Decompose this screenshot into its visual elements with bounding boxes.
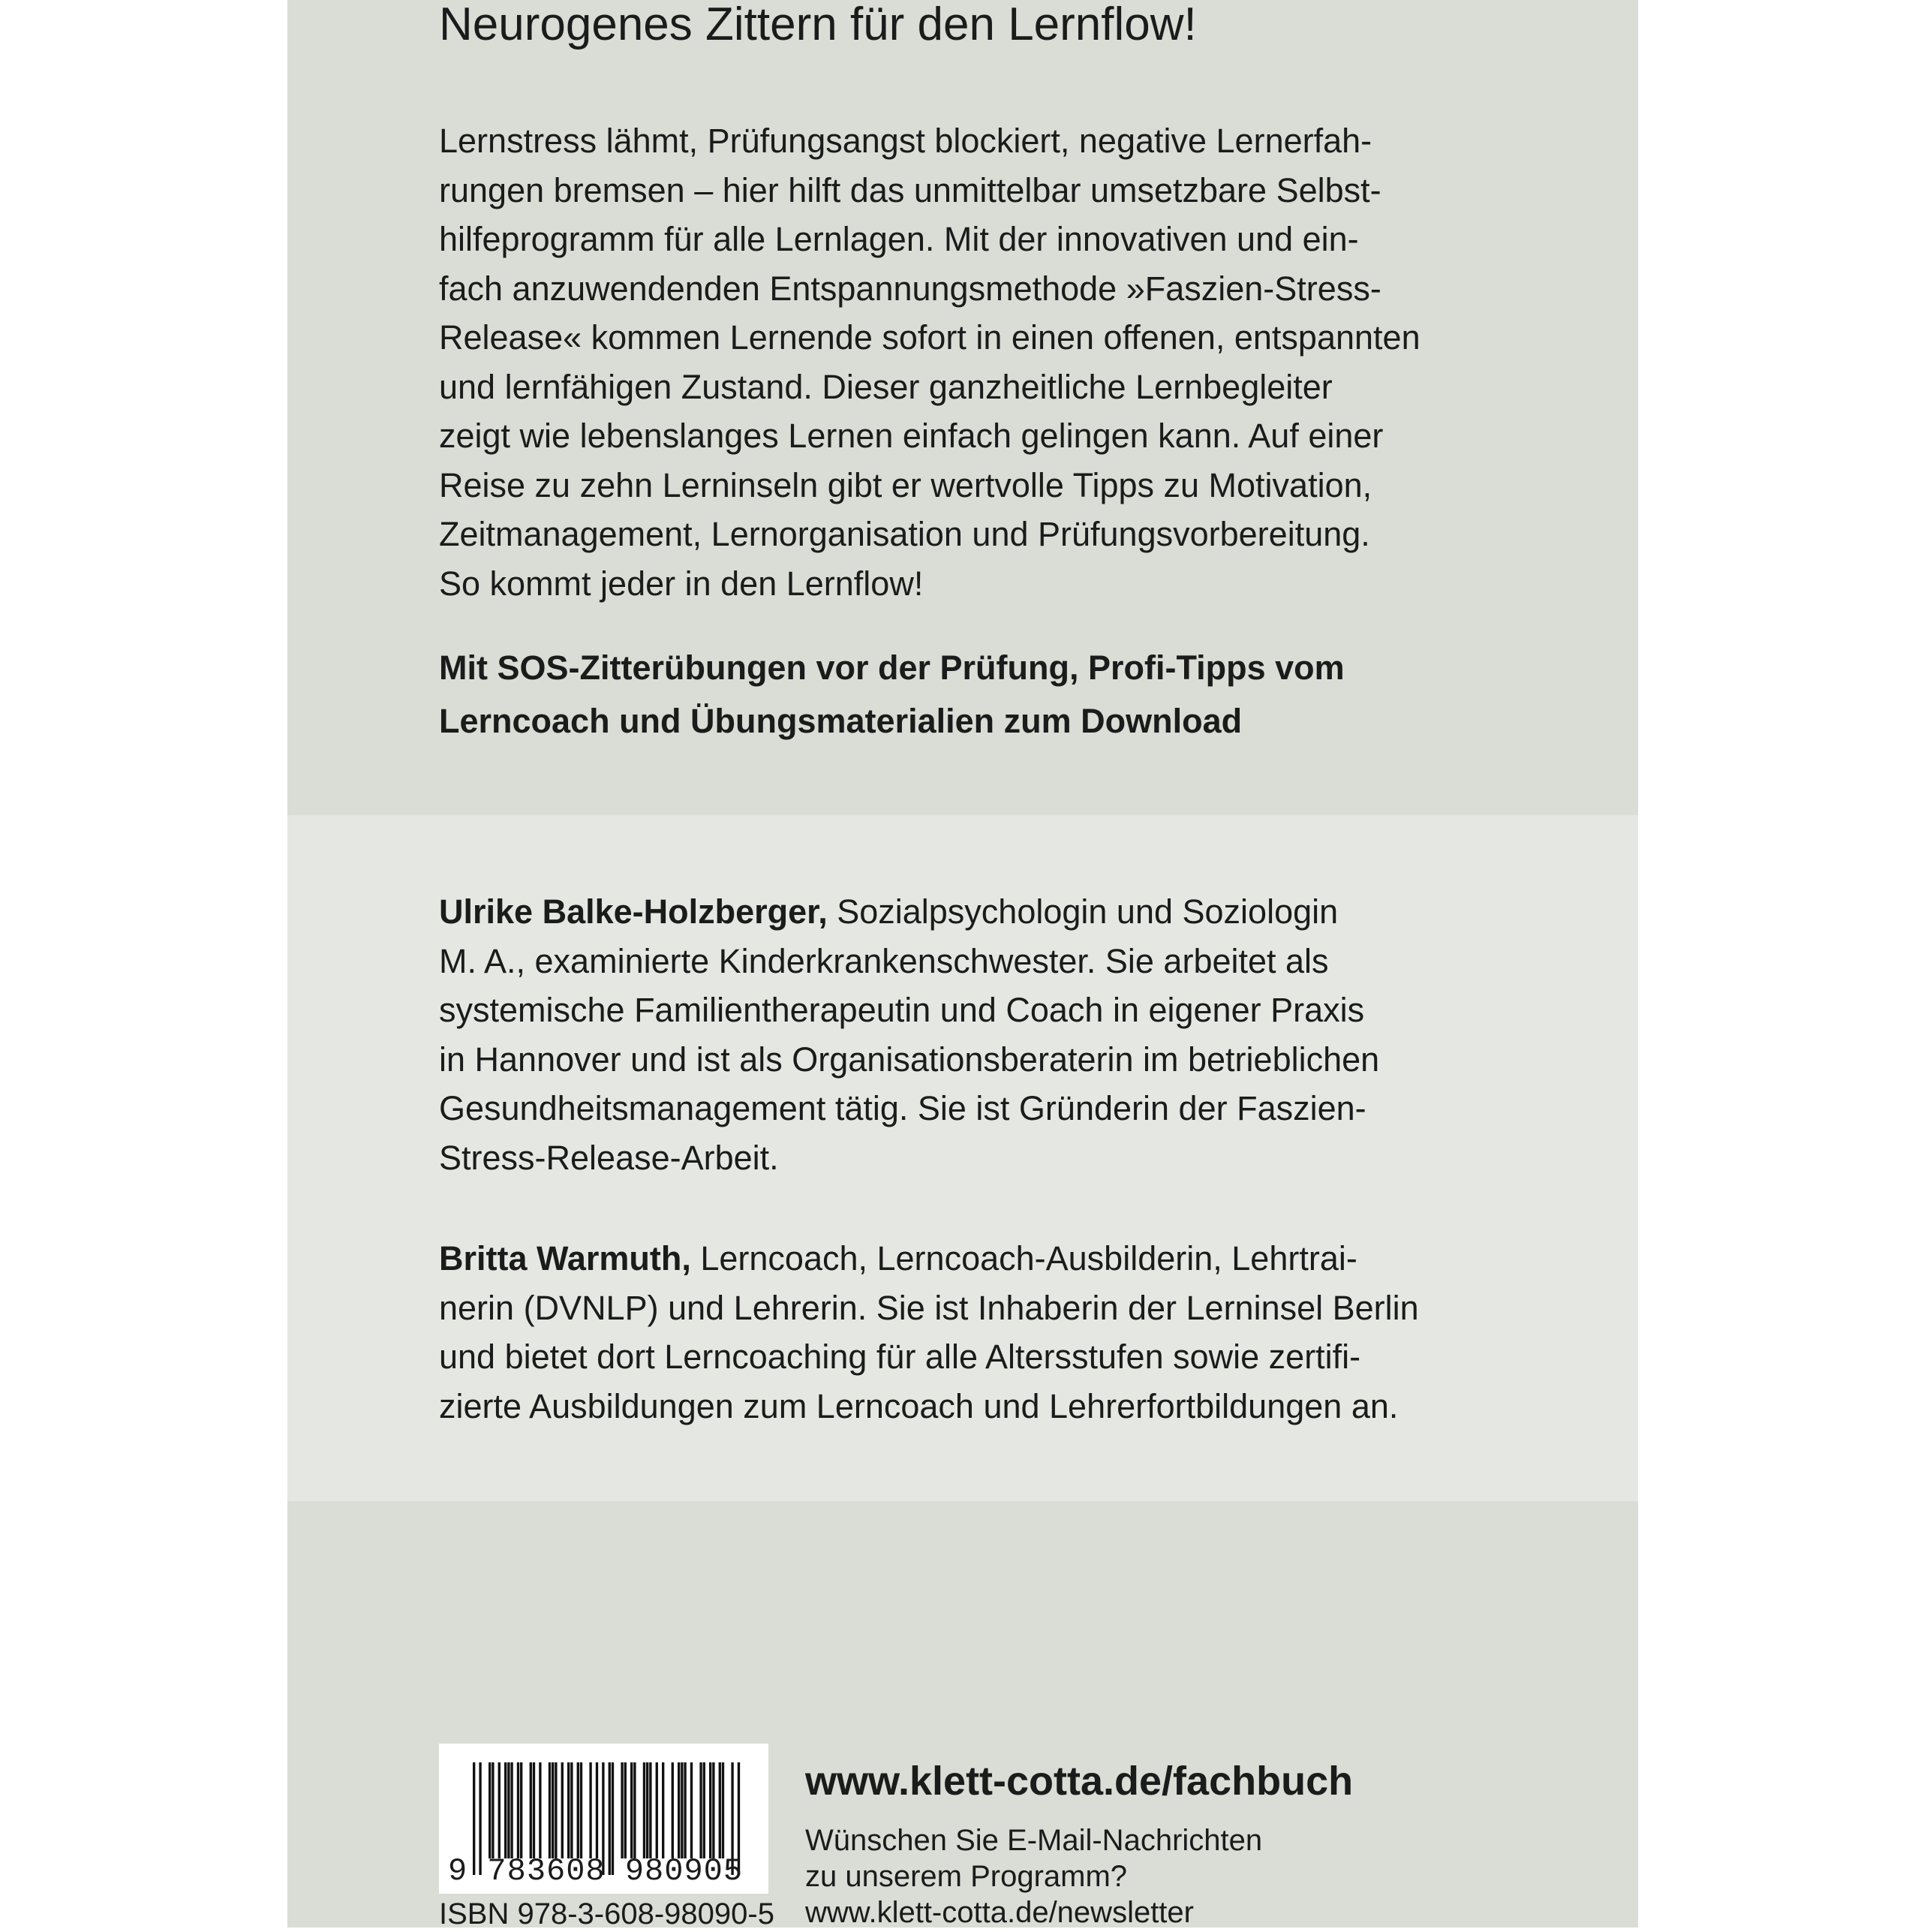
author-bio-2 <box>439 1234 1419 1431</box>
newsletter-info <box>805 1822 1262 1930</box>
barcode-bar <box>624 1762 627 1858</box>
barcode-bar <box>570 1762 573 1858</box>
barcode-bar <box>549 1762 551 1858</box>
description-line: So kommt jeder in den Lernflow! <box>439 564 924 603</box>
barcode-bar <box>539 1762 541 1858</box>
author-bio-line: in Hannover und ist als Organisationsberaterin im betrieblichen <box>439 1040 1380 1079</box>
author-bio-text: Lerncoach, Lerncoach-Ausbilderin, Lehrtrai- <box>690 1239 1357 1277</box>
newsletter-line: Wünschen Sie E-Mail-Nachrichten <box>805 1824 1263 1857</box>
author-bio-line: nerin (DVNLP) und Lehrerin. Sie ist Inhaberin der Lerninsel Berlin <box>439 1288 1419 1327</box>
barcode-bar <box>561 1762 564 1858</box>
barcode-bar <box>712 1762 714 1858</box>
barcode-bar <box>656 1762 658 1858</box>
description <box>439 116 1420 608</box>
highlight-line: Lerncoach und Übungsmaterialien zum Download <box>439 702 1243 740</box>
barcode-bar <box>589 1762 591 1858</box>
barcode-bar <box>646 1762 648 1858</box>
barcode-bar <box>662 1762 664 1858</box>
description-line: und lernfähigen Zustand. Dieser ganzheitliche Lernbegleiter <box>439 367 1333 406</box>
barcode-bar <box>507 1762 510 1858</box>
author-name: Ulrike Balke-Holzberger, <box>439 892 828 931</box>
barcode-bar <box>510 1762 513 1858</box>
barcode-bar <box>517 1762 519 1858</box>
barcode-bar <box>633 1762 636 1858</box>
author-bio-line: zierte Ausbildungen zum Lerncoach und Lehrerfortbildungen an. <box>439 1386 1399 1425</box>
barcode <box>439 1744 768 1894</box>
barcode-bar <box>489 1762 491 1858</box>
book-title: Neurogenes Zittern für den Lernflow! <box>439 0 1197 50</box>
barcode-bar <box>567 1762 570 1858</box>
author-bio-line: systemische Familientherapeutin und Coach in eigener Praxis <box>439 991 1365 1029</box>
barcode-bar <box>552 1762 554 1858</box>
barcode-bar <box>681 1762 683 1858</box>
author-bio-line: Gesundheitsmanagement tätig. Sie ist Gründerin der Faszien- <box>439 1089 1366 1127</box>
barcode-bar <box>703 1762 705 1858</box>
barcode-bar <box>709 1762 711 1858</box>
description-line: Zeitmanagement, Lernorganisation und Prüfungsvorbereitung. <box>439 515 1370 553</box>
highlight-text <box>439 641 1345 748</box>
highlight-line: Mit SOS-Zitterübungen vor der Prüfung, Profi-Tipps vom <box>439 649 1345 687</box>
barcode-bar <box>678 1762 680 1858</box>
barcode-bar <box>699 1762 702 1858</box>
barcode-bar <box>643 1762 645 1858</box>
description-line: Lernstress lähmt, Prüfungsangst blockiert, negative Lernerfah- <box>439 122 1372 160</box>
barcode-bar <box>684 1762 686 1858</box>
barcode-bar <box>690 1762 693 1858</box>
barcode-bar <box>577 1762 579 1858</box>
barcode-bar <box>621 1762 623 1858</box>
author-name: Britta Warmuth, <box>439 1239 691 1277</box>
publisher-url[interactable]: www.klett-cotta.de/fachbuch <box>805 1759 1354 1804</box>
author-bio-line: und bietet dort Lerncoaching für alle Altersstufen sowie zertifi- <box>439 1338 1361 1376</box>
isbn: ISBN 978-3-608-98090-5 <box>439 1897 774 1930</box>
description-line: zeigt wie lebenslanges Lernen einfach gelingen kann. Auf einer <box>439 417 1384 455</box>
barcode-bar <box>530 1762 532 1858</box>
barcode-bar <box>649 1762 651 1858</box>
description-line: rungen bremsen – hier hilft das unmittelbar umsetzbare Selbst- <box>439 170 1381 209</box>
author-bio-line: Stress-Release-Arbeit. <box>439 1138 779 1177</box>
newsletter-line: zu unserem Programm? <box>805 1860 1128 1893</box>
newsletter-link[interactable]: www.klett-cotta.de/newsletter <box>805 1896 1194 1929</box>
barcode-bar <box>722 1762 724 1858</box>
barcode-bar <box>498 1762 501 1858</box>
author-bio-1 <box>439 887 1379 1182</box>
author-bio-line: M. A., examinierte Kinderkrankenschwester. Sie arbeitet als <box>439 941 1329 980</box>
author-bio-text: Sozialpsychologin und Soziologin <box>827 892 1339 931</box>
barcode-bar <box>630 1762 633 1858</box>
description-line: fach anzuwendenden Entspannungsmethode »Faszien-Stress- <box>439 269 1381 308</box>
barcode-bar <box>533 1762 535 1858</box>
barcode-bar <box>719 1762 721 1858</box>
barcode-bar <box>596 1762 598 1858</box>
barcode-bar <box>555 1762 557 1858</box>
barcode-bar <box>520 1762 522 1858</box>
barcode-bar <box>672 1762 674 1858</box>
description-line: hilfeprogramm für alle Lernlagen. Mit der innovativen und ein- <box>439 220 1359 258</box>
barcode-bar <box>580 1762 582 1858</box>
barcode-number: 9 783608 980905 <box>448 1853 744 1889</box>
barcode-bar <box>492 1762 494 1858</box>
description-line: Release« kommen Lernende sofort in einen offenen, entspannten <box>439 318 1420 357</box>
barcode-bar <box>504 1762 507 1858</box>
description-line: Reise zu zehn Lerninseln gibt er wertvolle Tipps zu Motivation, <box>439 465 1372 504</box>
